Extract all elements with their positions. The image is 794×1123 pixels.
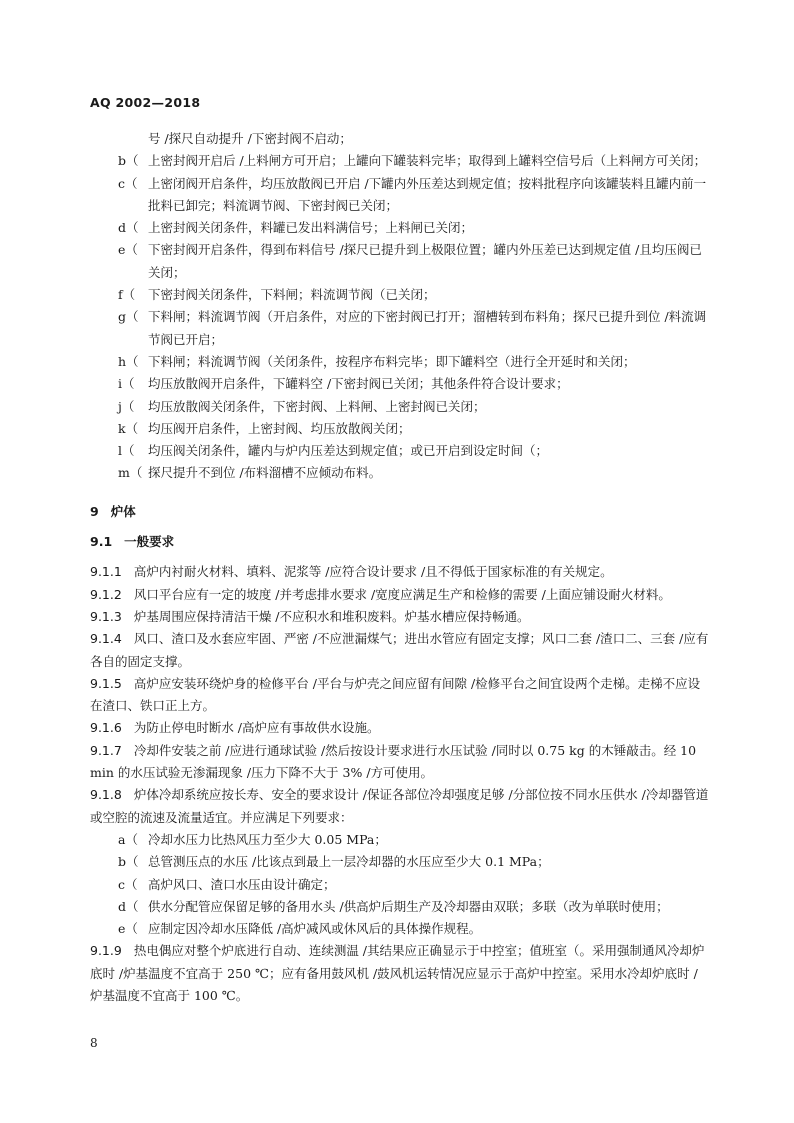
list-item bbox=[90, 239, 710, 284]
list-label: l（ bbox=[118, 443, 135, 459]
clause bbox=[90, 784, 710, 829]
section-title: 炉体 bbox=[110, 503, 136, 519]
clause-number: 9.1.6 bbox=[90, 720, 122, 736]
subsection-number: 9.1 bbox=[90, 534, 113, 550]
list-text: 号 /探尺自动提升 /下密封阀不启动； bbox=[148, 131, 352, 146]
list-label: g（ bbox=[118, 309, 139, 325]
list-text: 下密封阀开启条件，得到布料信号 /探尺已提升到上极限位置；罐内外压差已达到规定值 /且均压阀已关闭； bbox=[148, 242, 702, 280]
section-number: 9 bbox=[90, 503, 99, 519]
clause-text: 为防止停电时断水 /高炉应有事故供水设施。 bbox=[133, 720, 380, 736]
list-label: m（ bbox=[118, 465, 143, 481]
list-label: b（ bbox=[118, 854, 139, 870]
list-item bbox=[90, 440, 710, 462]
list-item bbox=[90, 851, 710, 873]
list-text: 应制定因冷却水压降低 /高炉减风或休风后的具体操作规程。 bbox=[148, 921, 482, 937]
list-label: e（ bbox=[118, 242, 138, 258]
clause-text: 高炉内衬耐火材料、填料、泥浆等 /应符合设计要求 /且不得低于国家标准的有关规定。 bbox=[133, 564, 613, 580]
list-item bbox=[90, 829, 710, 851]
clause-number: 9.1.1 bbox=[90, 564, 122, 580]
list-label: k（ bbox=[118, 420, 139, 436]
doc-code-header: AQ 2002—2018 bbox=[90, 95, 201, 110]
list-text: 探尺提升不到位 /布料溜槽不应倾动布料。 bbox=[148, 465, 382, 481]
list-label: a（ bbox=[118, 831, 138, 847]
list-text: 均压阀关闭条件，罐内与炉内压差达到规定值；或已开启到设定时间（； bbox=[148, 443, 549, 459]
clause-number: 9.1.3 bbox=[90, 608, 122, 624]
list-label: h（ bbox=[118, 353, 139, 369]
clause-text: 炉体冷却系统应按长寿、安全的要求设计 /保证各部位冷却强度足够 /分部位按不同水压供水 /冷却器管道或空腔的流速及流量适宜。并应满足下列要求： bbox=[90, 787, 709, 825]
list-label: f（ bbox=[118, 287, 136, 303]
list-item bbox=[90, 462, 710, 484]
clause bbox=[90, 673, 710, 718]
list-item bbox=[90, 173, 710, 218]
clause-number: 9.1.2 bbox=[90, 586, 122, 602]
list-text: 下料闸；料流调节阀（开启条件，对应的下密封阀已打开；溜槽转到布料角；探尺已提升到位 /料流调节阀已开启； bbox=[148, 309, 707, 347]
clause-number: 9.1.7 bbox=[90, 742, 122, 758]
list-item bbox=[90, 373, 710, 395]
list-text: 总管测压点的水压 /比该点到最上一层冷却器的水压应至少大 0.1 MPa； bbox=[148, 854, 550, 870]
clause bbox=[90, 940, 710, 1007]
clause bbox=[90, 606, 710, 628]
list-text: 供水分配管应保留足够的备用水头 /供高炉后期生产及冷却器由双联；多联（改为单联时使用； bbox=[148, 898, 669, 914]
clause bbox=[90, 584, 710, 606]
list-item bbox=[90, 217, 710, 239]
clause-text: 风口、渣口及水套应牢固、严密 /不应泄漏煤气；进出水管应有固定支撑；风口二套 /渣口二、三套 /应有各自的固定支撑。 bbox=[90, 631, 709, 669]
list-text: 下密封阀关闭条件，下料闸；料流调节阀（已关闭； bbox=[148, 287, 436, 303]
list-label: c（ bbox=[118, 175, 138, 191]
list-text: 均压放散阀开启条件，下罐料空 /下密封阀已关闭；其他条件符合设计要求； bbox=[148, 376, 569, 392]
clause-number: 9.1.5 bbox=[90, 675, 122, 691]
clause bbox=[90, 561, 710, 583]
list-item bbox=[90, 396, 710, 418]
list-text: 上密闭阀开启条件，均压放散阀已开启 /下罐内外压差达到规定值；按料批程序向该罐装料且罐内前一批料已卸完；料流调节阀、下密封阀已关闭； bbox=[148, 175, 707, 213]
list-item bbox=[90, 918, 710, 940]
list-text: 上密封阀关闭条件，料罐已发出料满信号；上料闸已关闭； bbox=[148, 220, 474, 236]
list-label: b（ bbox=[118, 153, 139, 169]
clause-text: 炉基周围应保持清洁干燥 /不应积水和堆积废料。炉基水槽应保持畅通。 bbox=[133, 608, 530, 624]
list-text: 均压放散阀关闭条件，下密封阀、上料闸、上密封阀已关闭； bbox=[148, 398, 486, 414]
list-label: d（ bbox=[118, 898, 139, 914]
list-label: j（ bbox=[118, 398, 135, 414]
document-body bbox=[90, 128, 710, 1007]
clause-text: 冷却件安装之前 /应进行通球试验 /然后按设计要求进行水压试验 /同时以 0.75 kg 的木锤敲击。经 10 min 的水压试验无渗漏现象 /压力下降不大于 3% /方可使用。 bbox=[90, 742, 697, 781]
page-number: 8 bbox=[90, 1036, 98, 1050]
clause bbox=[90, 717, 710, 739]
clause-number: 9.1.9 bbox=[90, 943, 122, 959]
list-item bbox=[90, 896, 710, 918]
subsection-heading bbox=[90, 531, 710, 553]
list-item bbox=[90, 284, 710, 306]
list-label: d（ bbox=[118, 220, 139, 236]
list-text: 高炉风口、渣口水压由设计确定； bbox=[148, 876, 336, 892]
list-text: 上密封阀开启后 /上料闸方可开启；上罐向下罐装料完毕；取得到上罐料空信号后（上料闸方可关闭； bbox=[148, 153, 707, 169]
list-item bbox=[90, 150, 710, 172]
list-text: 冷却水压力比热风压力至少大 0.05 MPa； bbox=[148, 831, 387, 847]
clause-number: 9.1.8 bbox=[90, 787, 122, 803]
clause-text: 高炉应安装环绕炉身的检修平台 /平台与炉壳之间应留有间隙 /检修平台之间宜设两个走梯。走梯不应设在渣口、铁口正上方。 bbox=[90, 675, 701, 714]
list-item bbox=[90, 418, 710, 440]
subsection-title: 一般要求 bbox=[124, 534, 175, 550]
clause-text: 热电偶应对整个炉底进行自动、连续测温 /其结果应正确显示于中控室；值班室（。采用强制通风冷却炉底时 /炉基温度不宜高于 250 ℃；应有备用鼓风机 /鼓风机运转情况应显示于高炉中控室。采用水冷却炉底时 /炉基温度不宜高于 100 ℃。 bbox=[90, 943, 705, 1003]
list-text: 下料闸；料流调节阀（关闭条件，按程序布料完毕；即下罐料空（进行全开延时和关闭； bbox=[148, 353, 636, 369]
clause-text: 风口平台应有一定的坡度 /并考虑排水要求 /宽度应满足生产和检修的需要 /上面应铺设耐火材料。 bbox=[133, 586, 671, 602]
clause bbox=[90, 628, 710, 673]
list-label: i（ bbox=[118, 376, 135, 392]
list-label: c（ bbox=[118, 876, 138, 892]
list-item bbox=[90, 874, 710, 896]
list-item bbox=[90, 128, 710, 150]
list-text: 均压阀开启条件，上密封阀、均压放散阀关闭； bbox=[148, 420, 411, 436]
list-item bbox=[90, 351, 710, 373]
clause-number: 9.1.4 bbox=[90, 631, 122, 647]
list-label: e（ bbox=[118, 921, 138, 937]
clause bbox=[90, 740, 710, 785]
list-item bbox=[90, 306, 710, 351]
section-heading bbox=[90, 501, 710, 523]
